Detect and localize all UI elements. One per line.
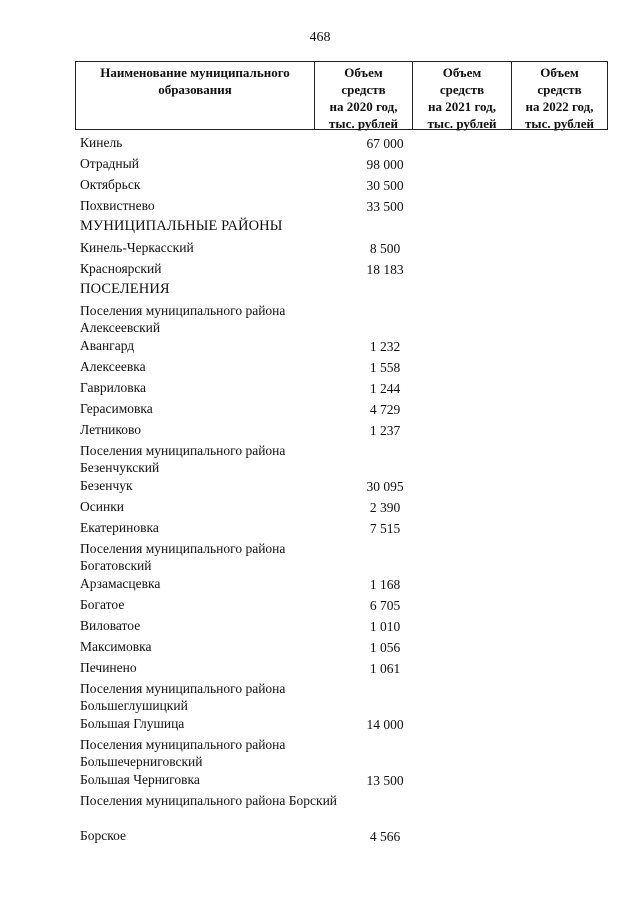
row-value-2020: 1 558 xyxy=(369,360,401,375)
row-name: Похвистнево xyxy=(80,198,155,213)
table-row xyxy=(80,377,610,398)
row-name: Октябрьск xyxy=(80,177,141,192)
table-row xyxy=(80,594,610,615)
row-value-2020: 1 237 xyxy=(369,423,401,438)
row-name: Большая Глушица xyxy=(80,716,185,731)
header-2021: Объем средств на 2021 год, тыс. рублей xyxy=(413,62,512,129)
row-name: ПОСЕЛЕНИЯ xyxy=(80,281,170,297)
table-row xyxy=(80,195,610,216)
row-name: Кинель-Черкасский xyxy=(80,240,194,255)
table-row xyxy=(80,517,610,538)
row-value-2020: 2 390 xyxy=(369,500,401,515)
page-number: 468 xyxy=(309,30,331,45)
table-row xyxy=(80,475,610,496)
row-name: Безенчук xyxy=(80,478,133,493)
row-value-2020: 18 183 xyxy=(366,262,404,277)
table-row xyxy=(80,825,610,846)
table-row xyxy=(80,237,610,258)
row-name: Осинки xyxy=(80,499,124,514)
row-name: Кинель xyxy=(80,135,123,150)
table-row xyxy=(80,496,610,517)
table-row xyxy=(80,132,610,153)
row-name: Летниково xyxy=(80,422,142,437)
row-value-2020: 8 500 xyxy=(369,241,401,256)
row-name: Отрадный xyxy=(80,156,139,171)
row-name: Поселения муниципального района Борский xyxy=(80,793,338,808)
table-row xyxy=(80,153,610,174)
row-value-2020: 4 566 xyxy=(369,829,401,844)
row-name: Гавриловка xyxy=(80,380,147,395)
row-name: Максимовка xyxy=(80,639,152,654)
header-2022: Объем средств на 2022 год, тыс. рублей xyxy=(525,65,594,131)
row-value-2020: 30 095 xyxy=(366,479,404,494)
table-body xyxy=(80,132,610,846)
row-value-2020: 1 010 xyxy=(369,619,401,634)
row-name: Богатое xyxy=(80,597,125,612)
district-group-row xyxy=(80,790,610,825)
row-value-2020: 1 232 xyxy=(369,339,401,354)
table-row xyxy=(80,356,610,377)
row-name: Авангард xyxy=(80,338,135,353)
header-name: Наименование муниципального образования xyxy=(76,62,315,129)
table-header xyxy=(75,61,608,130)
table-row xyxy=(80,636,610,657)
table-row xyxy=(80,573,610,594)
row-name: МУНИЦИПАЛЬНЫЕ РАЙОНЫ xyxy=(80,218,283,234)
district-group-row xyxy=(80,538,610,573)
section-heading-row xyxy=(80,279,610,300)
row-value-2020: 1 061 xyxy=(369,661,401,676)
row-value-2020: 30 500 xyxy=(366,178,404,193)
row-name: Поселения муниципального района Большечерниговский xyxy=(80,737,286,769)
row-name: Поселения муниципального района Большеглушицкий xyxy=(80,681,286,713)
row-name: Борское xyxy=(80,828,127,843)
row-name: Поселения муниципального района Алексеевский xyxy=(80,303,286,335)
row-name: Герасимовка xyxy=(80,401,153,416)
table-row xyxy=(80,769,610,790)
row-name: Красноярский xyxy=(80,261,162,276)
table-row xyxy=(80,335,610,356)
table-row xyxy=(80,713,610,734)
district-group-row xyxy=(80,734,610,769)
header-2020: Объем средств на 2020 год, тыс. рублей xyxy=(315,62,413,129)
table-row xyxy=(80,258,610,279)
district-group-row xyxy=(80,440,610,475)
table-row xyxy=(80,398,610,419)
section-heading-row xyxy=(80,216,610,237)
table-row xyxy=(80,657,610,678)
row-name: Виловатое xyxy=(80,618,141,633)
row-value-2020: 4 729 xyxy=(369,402,401,417)
row-value-2020: 33 500 xyxy=(366,199,404,214)
row-name: Большая Черниговка xyxy=(80,772,200,787)
row-name: Екатериновка xyxy=(80,520,159,535)
row-value-2020: 14 000 xyxy=(366,717,404,732)
row-value-2020: 67 000 xyxy=(366,136,404,151)
row-value-2020: 1 168 xyxy=(369,577,401,592)
row-name: Печинено xyxy=(80,660,137,675)
row-value-2020: 1 244 xyxy=(369,381,401,396)
table-row xyxy=(80,419,610,440)
district-group-row xyxy=(80,300,610,335)
row-name: Арзамасцевка xyxy=(80,576,161,591)
row-value-2020: 98 000 xyxy=(366,157,404,172)
row-value-2020: 13 500 xyxy=(366,773,404,788)
row-value-2020: 7 515 xyxy=(369,521,401,536)
row-name: Алексеевка xyxy=(80,359,146,374)
row-name: Поселения муниципального района Безенчукский xyxy=(80,443,286,475)
row-name: Поселения муниципального района Богатовский xyxy=(80,541,286,573)
table-row xyxy=(80,174,610,195)
district-group-row xyxy=(80,678,610,713)
row-value-2020: 1 056 xyxy=(369,640,401,655)
table-row xyxy=(80,615,610,636)
row-value-2020: 6 705 xyxy=(369,598,401,613)
